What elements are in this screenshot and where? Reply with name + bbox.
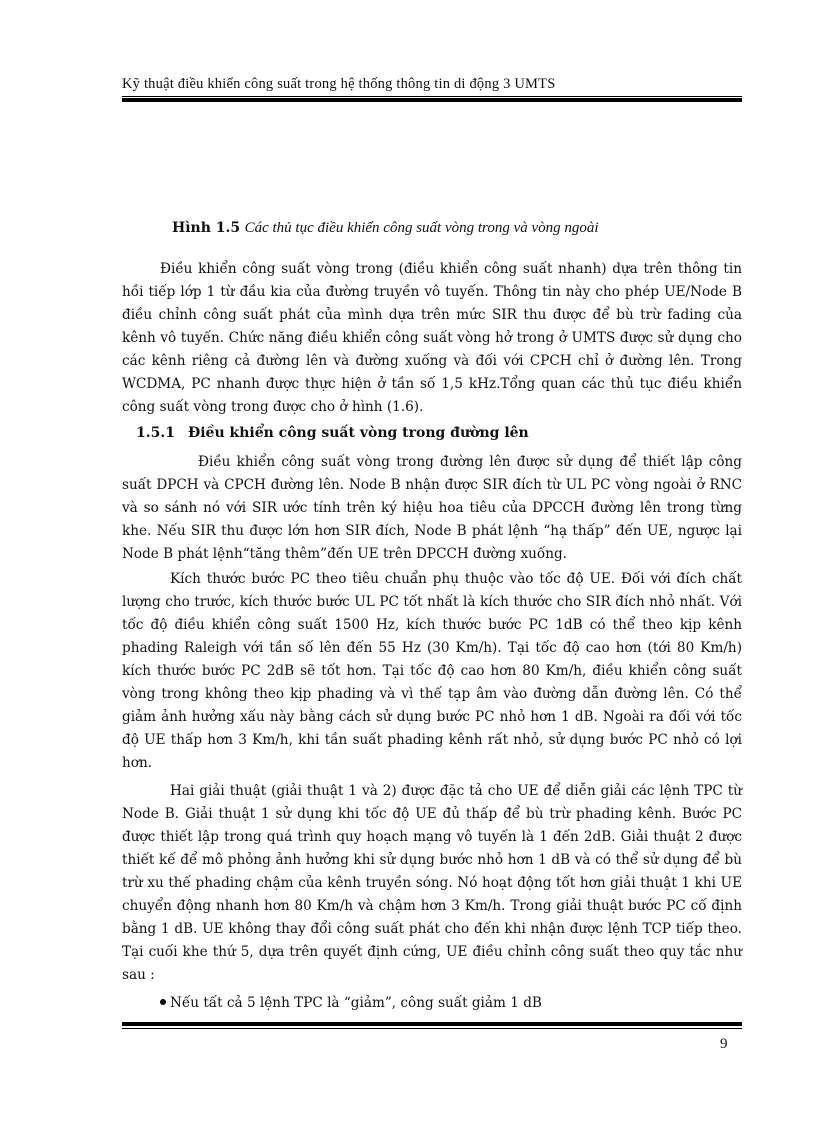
header-rule bbox=[122, 96, 742, 97]
section-body bbox=[122, 451, 742, 987]
footer-rule bbox=[122, 1028, 742, 1029]
bullet-dot-icon bbox=[160, 999, 166, 1005]
section-number: 1.5.1 bbox=[136, 425, 175, 441]
figure-caption bbox=[172, 220, 599, 237]
paragraph-3: Hai giải thuật (giải thuật 1 và 2) được đặc tả cho UE để diễn giải các lệnh TPC từ Node B. Giải thuật 1 sử dụng khi tốc độ UE đủ thấp để bù trừ phading kênh. Bước PC được thiết lập trong quá trình quy hoạch mạng vô tuyến là 1 đến 2dB. Giải thuật 2 được thiết kế để mô phỏng ảnh hưởng khi sử dụng bước nhỏ hơn 1 dB và có thể sử dụng để bù trừ xu thế phading chậm của kênh truyền sóng. Nó hoạt động tốt hơn giải thuật 1 khi UE chuyển động nhanh hơn 80 Km/h và chậm hơn 3 Km/h. Trong giải thuật bước PC cố định bằng 1 dB. UE không thay đổi công suất phát cho đến khi nhận được lệnh TCP tiếp theo. Tại cuối khe thứ 5, dựa trên quyết định cứng, UE điều chỉnh công suất theo quy tắc như sau : bbox=[122, 783, 742, 983]
figure-label: Hình 1.5 bbox=[172, 220, 241, 236]
bullet-text: Nếu tất cả 5 lệnh TPC là “giảm”, công suất giảm 1 dB bbox=[170, 995, 542, 1011]
section-heading bbox=[136, 425, 529, 441]
running-header: Kỹ thuật điều khiển công suất trong hệ thống thông tin di động 3 UMTS bbox=[122, 76, 556, 92]
intro-paragraph: Điều khiển công suất vòng trong (điều khiển công suất nhanh) dựa trên thông tin hồi tiếp lớp 1 từ đầu kia của đường truyền vô tuyến. Thông tin này cho phép UE/Node B điều chỉnh công suất phát của mình dựa trên mức SIR thu được để bù trừ fading của kênh vô tuyến. Chức năng điều khiển công suất vòng hở trong ở UMTS được sử dụng cho các kênh riêng cả đường lên và đường xuống và đối với CPCH chỉ ở đường lên. Trong WCDMA, PC nhanh được thực hiện ở tần số 1,5 kHz.Tổng quan các thủ tục điều khiển công suất vòng trong được cho ở hình (1.6). bbox=[122, 261, 742, 415]
bullet-item bbox=[160, 995, 542, 1011]
page-number: 9 bbox=[720, 1036, 728, 1052]
paragraph-2: Kích thước bước PC theo tiêu chuẩn phụ thuộc vào tốc độ UE. Đối với đích chất lượng cho trước, kích thước bước UL PC tốt nhất là kích thước cho SIR đích nhỏ nhất. Với tốc độ điều khiển công suất 1500 Hz, kích thước bước PC 1dB có thể theo kịp kênh phading Raleigh với tần số lên đến 55 Hz (30 Km/h). Tại tốc độ cao hơn (tới 80 Km/h) kích thước bước PC 2dB sẽ tốt hơn. Tại tốc độ cao hơn 80 Km/h, điều khiển công suất vòng trong không theo kịp phading và vì thế tạp âm vào đường dẫn đường lên. Có thể giảm ảnh hưởng xấu này bằng cách sử dụng bước PC nhỏ hơn 1 dB. Ngoài ra đối với tốc độ UE thấp hơn 3 Km/h, khi tần suất phading kênh rất nhỏ, sử dụng bước PC nhỏ có lợi hơn. bbox=[122, 571, 742, 771]
header-rule-thick bbox=[122, 98, 742, 102]
section-title: Điều khiển công suất vòng trong đường lên bbox=[188, 425, 529, 441]
paragraph-1: Điều khiển công suất vòng trong đường lên được sử dụng để thiết lập công suất DPCH và CPCH đường lên. Node B nhận được SIR đích từ UL PC vòng ngoài ở RNC và so sánh nó với SIR ước tính trên ký hiệu hoa tiêu của DPCCH đường lên trong từng khe. Nếu SIR thu được lớn hơn SIR đích, Node B phát lệnh “hạ thấp” đến UE, ngược lại Node B phát lệnh“tăng thêm”đến UE trên DPCCH đường xuống. bbox=[122, 454, 742, 562]
footer-rule-thick bbox=[122, 1022, 742, 1026]
intro-block bbox=[122, 258, 742, 419]
figure-caption-text: Các thủ tục điều khiển công suất vòng trong và vòng ngoài bbox=[244, 220, 599, 236]
